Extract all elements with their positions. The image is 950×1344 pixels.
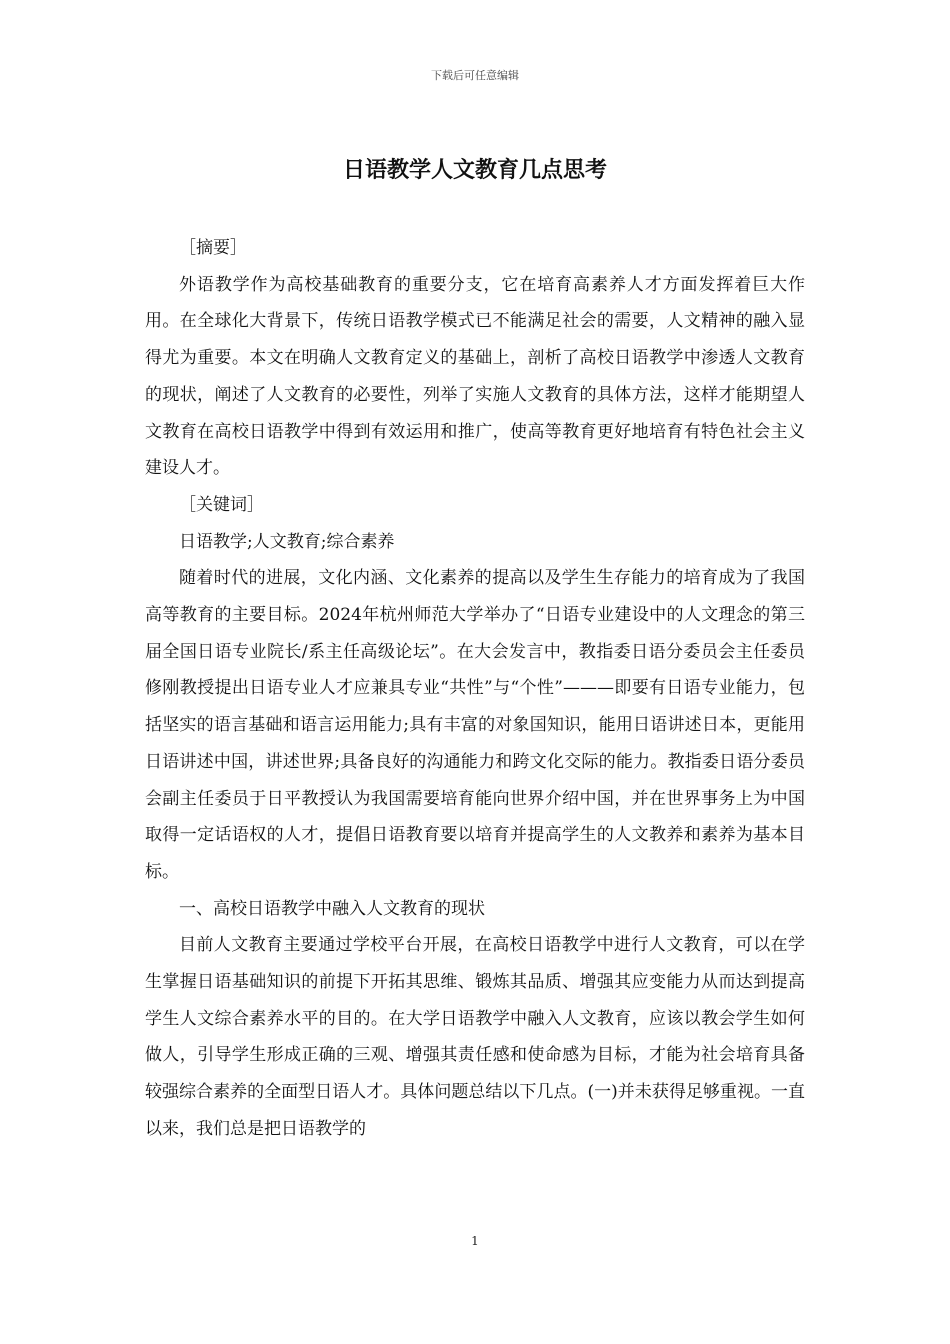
document-body [145, 230, 805, 1148]
intro-paragraph: 随着时代的进展，文化内涵、文化素养的提高以及学生生存能力的培育成为了我国高等教育的主要目标。2024年杭州师范大学举办了“日语专业建设中的人文理念的第三届全国日语专业院长/系主任高级论坛”。在大会发言中，教指委日语分委员会主任委员修刚教授提出日语专业人才应兼具专业“共性”与“个性”———即要有日语专业能力，包括坚实的语言基础和语言运用能力;具有丰富的对象国知识，能用日语讲述日本，更能用日语讲述中国，讲述世界;具备良好的沟通能力和跨文化交际的能力。教指委日语分委员会副主任委员于日平教授认为我国需要培育能向世界介绍中国，并在世界事务上为中国取得一定话语权的人才，提倡日语教育要以培育并提高学生的人文教养和素养为基本目标。 [145, 568, 805, 882]
abstract-paragraph: 外语教学作为高校基础教育的重要分支，它在培育高素养人才方面发挥着巨大作用。在全球化大背景下，传统日语教学模式已不能满足社会的需要，人文精神的融入显得尤为重要。本文在明确人文教育定义的基础上，剖析了高校日语教学中渗透人文教育的现状，阐述了人文教育的必要性，列举了实施人文教育的具体方法，这样才能期望人文教育在高校日语教学中得到有效运用和推广，使高等教育更好地培育有特色社会主义建设人才。 [145, 274, 805, 479]
keywords-heading: ［关键词］ [179, 494, 264, 515]
document-title: 日语教学人文教育几点思考 [342, 157, 607, 183]
section-heading: 一、高校日语教学中融入人文教育的现状 [179, 898, 485, 919]
header-note: 下载后可任意编辑 [431, 69, 519, 82]
keywords-paragraph: 日语教学;人文教育;综合素养 [179, 531, 395, 552]
section-paragraph: 目前人文教育主要通过学校平台开展，在高校日语教学中进行人文教育，可以在学生掌握日语基础知识的前提下开拓其思维、锻炼其品质、增强其应变能力从而达到提高学生人文综合素养水平的目的。在大学日语教学中融入人文教育，应该以教会学生如何做人，引导学生形成正确的三观、增强其责任感和使命感为目标，才能为社会培育具备较强综合素养的全面型日语人才。具体问题总结以下几点。(一)并未获得足够重视。一直以来，我们总是把日语教学的 [145, 935, 805, 1139]
page-number: 1 [471, 1234, 479, 1248]
abstract-heading: ［摘要］ [179, 238, 247, 258]
